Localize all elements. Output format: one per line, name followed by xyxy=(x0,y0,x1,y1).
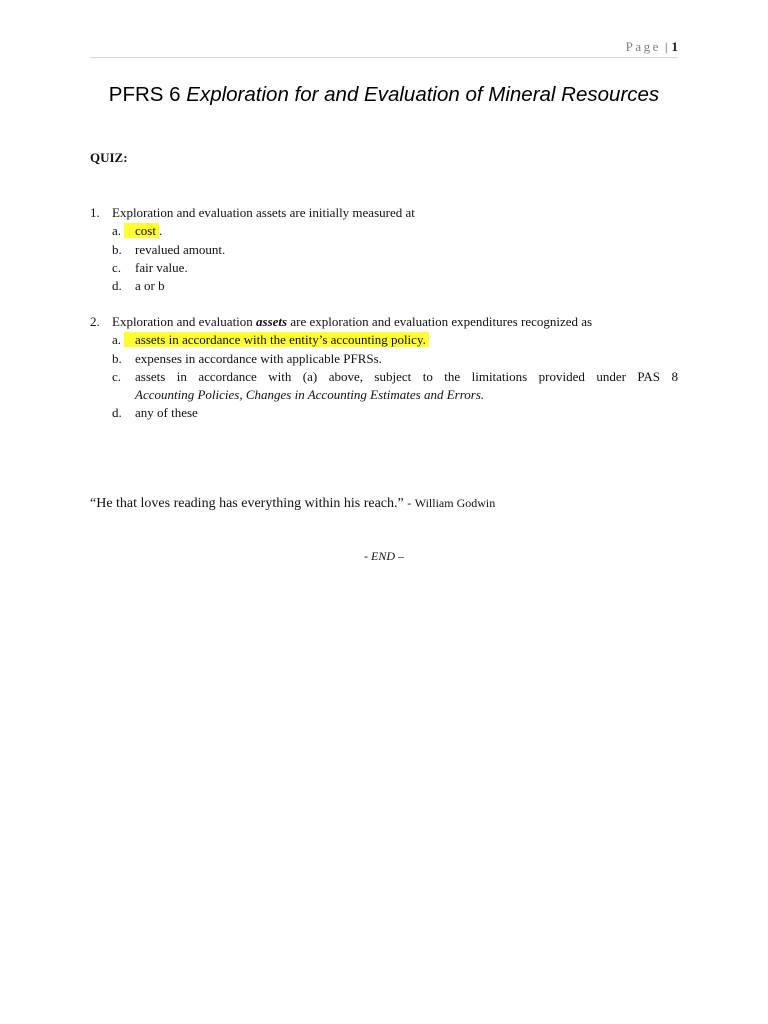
question-1 xyxy=(90,204,678,295)
question-text: Exploration and evaluation assets are initially measured at xyxy=(112,205,415,220)
option-text-highlighted: assets in accordance with the entity’s accounting policy. xyxy=(124,332,429,347)
option-1b xyxy=(90,241,678,259)
question-2 xyxy=(90,313,678,423)
question-number: 1. xyxy=(90,205,100,220)
question-text-emphasis: assets xyxy=(256,314,288,329)
option-letter: a. xyxy=(112,223,122,239)
option-letter: c. xyxy=(112,259,122,275)
page-header xyxy=(626,39,678,55)
option-text: any of these xyxy=(135,405,198,421)
option-2b xyxy=(90,350,678,368)
page-title xyxy=(0,83,768,107)
option-letter: b. xyxy=(112,241,122,257)
page-separator: | xyxy=(664,39,668,54)
question-1-stem xyxy=(90,204,678,222)
option-2d xyxy=(90,404,678,422)
header-rule xyxy=(90,57,678,58)
option-1a xyxy=(90,222,678,240)
option-1d xyxy=(90,277,678,295)
page-label: Page xyxy=(625,39,661,54)
page-number: 1 xyxy=(671,39,678,54)
quote-text: “He that loves reading has everything within his reach.” xyxy=(90,496,404,511)
closing-quote xyxy=(90,496,495,512)
quiz-label: QUIZ: xyxy=(90,150,128,165)
option-text: revalued amount. xyxy=(135,241,226,257)
option-letter: c. xyxy=(112,368,122,384)
quote-author: William Godwin xyxy=(414,496,496,510)
title-prefix: PFRS 6 xyxy=(108,83,181,106)
option-text-highlighted: cost xyxy=(124,223,159,238)
quote-dash: - xyxy=(407,496,412,510)
option-text-italic: Accounting Policies, Changes in Accounting Estimates and Errors. xyxy=(135,387,485,403)
title-italic: Exploration for and Evaluation of Mineral Resources xyxy=(186,83,660,106)
question-text-after: are exploration and evaluation expenditures recognized as xyxy=(290,314,593,329)
question-text-before: Exploration and evaluation xyxy=(112,314,253,329)
question-text xyxy=(112,313,592,331)
option-suffix: . xyxy=(158,223,163,239)
option-2a xyxy=(90,331,678,349)
question-2-stem xyxy=(90,313,678,331)
option-text: expenses in accordance with applicable PFRSs. xyxy=(135,350,382,366)
option-letter: d. xyxy=(112,405,122,421)
option-text: assets in accordance with (a) above, subject to the limitations provided under PAS 8 xyxy=(135,368,678,384)
option-letter: d. xyxy=(112,278,122,294)
option-letter: a. xyxy=(112,332,122,348)
option-letter: b. xyxy=(112,350,122,366)
option-text: fair value. xyxy=(135,259,188,275)
option-2c xyxy=(90,368,678,405)
option-1c xyxy=(90,259,678,277)
end-marker: - END – xyxy=(364,549,404,563)
option-text: a or b xyxy=(135,278,165,294)
question-number: 2. xyxy=(90,314,100,329)
